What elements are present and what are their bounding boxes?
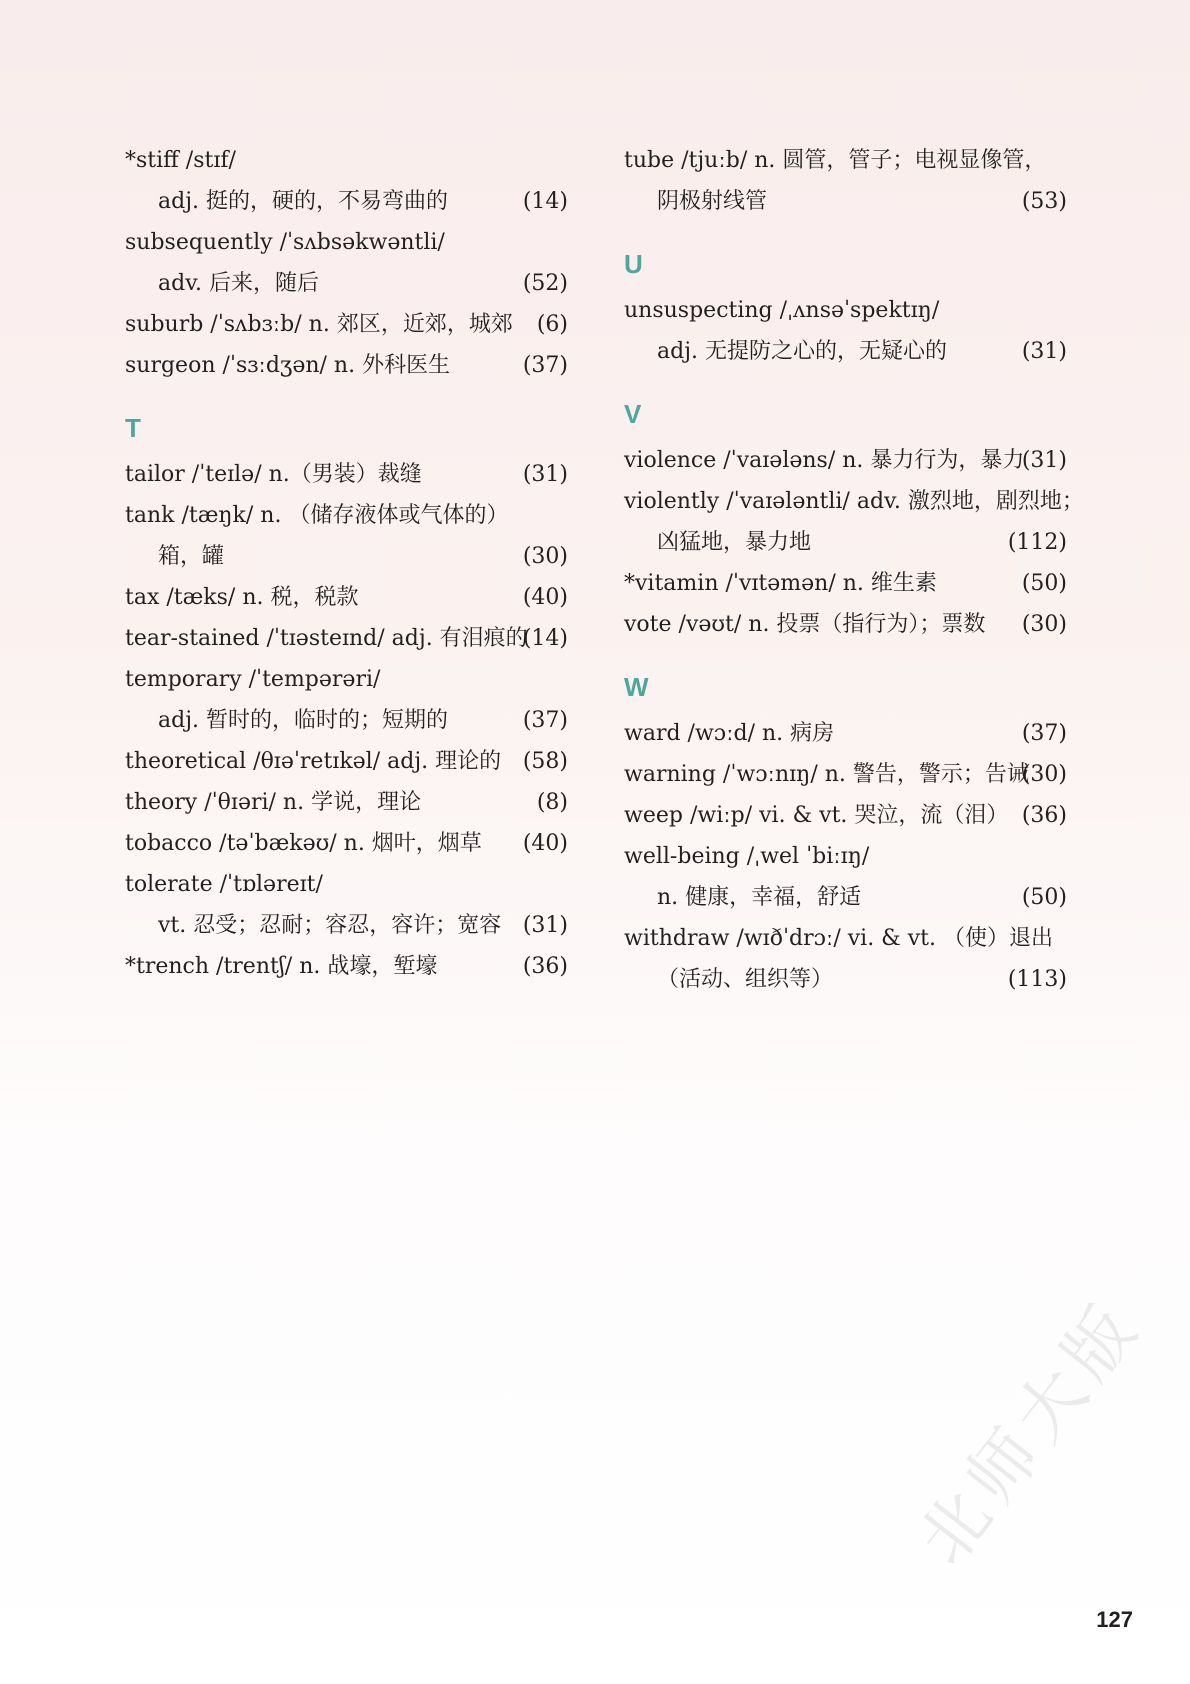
glossary-entry-line bbox=[125, 946, 568, 987]
glossary-entry-line bbox=[624, 604, 1067, 645]
entry-page-ref: (52) bbox=[522, 271, 568, 296]
entry-text: withdraw /wɪðˈdrɔː/ vi. & vt. （使）退出 bbox=[624, 926, 1054, 951]
entry-page-ref: (40) bbox=[522, 831, 568, 856]
glossary-entry-line bbox=[624, 713, 1067, 754]
entry-page-ref: (8) bbox=[536, 790, 568, 815]
entry-text: *vitamin /ˈvɪtəmən/ n. 维生素 bbox=[624, 571, 937, 596]
glossary-entry-line bbox=[624, 481, 1084, 522]
entry-text: tube /tjuːb/ n. 圆管，管子；电视显像管， bbox=[624, 148, 1047, 173]
section-letter: U bbox=[624, 249, 643, 279]
glossary-entry-line bbox=[125, 263, 568, 304]
entry-text: theory /ˈθɪəri/ n. 学说，理论 bbox=[125, 790, 422, 815]
glossary-entry-line bbox=[125, 181, 568, 222]
entry-text: vt. 忍受；忍耐；容忍，容许；宽容 bbox=[158, 913, 502, 938]
glossary-entry-line bbox=[125, 454, 568, 495]
publisher-watermark: 北师大版 bbox=[903, 1284, 1158, 1580]
glossary-entry-line bbox=[624, 440, 1067, 481]
entry-text: vote /vəʊt/ n. 投票（指行为）；票数 bbox=[624, 612, 986, 637]
entry-text: 凶猛地，暴力地 bbox=[657, 530, 812, 555]
entry-page-ref: (37) bbox=[522, 353, 568, 378]
glossary-entry-line bbox=[624, 959, 1067, 1000]
entry-text: 箱，罐 bbox=[158, 544, 225, 569]
entry-text: warning /ˈwɔːnɪŋ/ n. 警告，警示；告诫 bbox=[624, 762, 1029, 787]
entry-page-ref: (37) bbox=[522, 708, 568, 733]
glossary-entry-line bbox=[125, 741, 568, 782]
entry-text: 阴极射线管 bbox=[657, 189, 768, 214]
entry-text: tolerate /ˈtɒləreɪt/ bbox=[125, 872, 323, 897]
glossary-entry-line bbox=[125, 618, 568, 659]
glossary-entry-line bbox=[125, 864, 568, 905]
entry-text: well-being /ˌwel ˈbiːɪŋ/ bbox=[624, 844, 870, 869]
entry-text: n. 健康，幸福，舒适 bbox=[657, 885, 862, 910]
entry-text: unsuspecting /ˌʌnsəˈspektɪŋ/ bbox=[624, 298, 940, 323]
glossary-entry-line bbox=[624, 331, 1067, 372]
entry-text: tank /tæŋk/ n. （储存液体或气体的） bbox=[125, 503, 509, 528]
glossary-entry-line bbox=[624, 877, 1067, 918]
section-letter: V bbox=[624, 399, 642, 429]
glossary-entry-line bbox=[125, 823, 568, 864]
glossary-column-left bbox=[125, 140, 568, 987]
glossary-entry-line bbox=[624, 795, 1067, 836]
glossary-entry-line bbox=[125, 345, 568, 386]
glossary-entry-line bbox=[125, 782, 568, 823]
entry-page-ref: (31) bbox=[522, 913, 568, 938]
entry-page-ref: (36) bbox=[1021, 803, 1067, 828]
glossary-entry-line bbox=[125, 905, 568, 946]
entry-text: tear-stained /ˈtɪəsteɪnd/ adj. 有泪痕的 bbox=[125, 626, 528, 651]
entry-page-ref: (30) bbox=[1021, 762, 1067, 787]
entry-text: temporary /ˈtempərəri/ bbox=[125, 667, 381, 692]
entry-text: adv. 后来，随后 bbox=[158, 271, 320, 296]
entry-text: suburb /ˈsʌbɜːb/ n. 郊区，近郊，城郊 bbox=[125, 312, 513, 337]
glossary-entry-line bbox=[125, 222, 568, 263]
entry-text: subsequently /ˈsʌbsəkwəntli/ bbox=[125, 230, 445, 255]
glossary-entry-line bbox=[624, 181, 1067, 222]
page-number: 127 bbox=[1096, 1607, 1133, 1632]
glossary-entry-line bbox=[125, 577, 568, 618]
glossary-entry-line bbox=[125, 140, 568, 181]
glossary-entry-line bbox=[624, 140, 1067, 181]
glossary-entry-line bbox=[125, 495, 568, 536]
entry-page-ref: (37) bbox=[1021, 721, 1067, 746]
entry-page-ref: (40) bbox=[522, 585, 568, 610]
entry-text: *stiff /stɪf/ bbox=[125, 148, 236, 173]
entry-text: violence /ˈvaɪələns/ n. 暴力行为，暴力 bbox=[624, 448, 1025, 473]
entry-page-ref: (30) bbox=[522, 544, 568, 569]
entry-page-ref: (14) bbox=[522, 189, 568, 214]
entry-text: （活动、组织等） bbox=[657, 967, 834, 992]
entry-text: adj. 暂时的，临时的；短期的 bbox=[158, 708, 449, 733]
section-letter: T bbox=[125, 413, 141, 443]
section-letter: W bbox=[624, 672, 649, 702]
entry-page-ref: (31) bbox=[1021, 448, 1067, 473]
entry-text: tobacco /təˈbækəʊ/ n. 烟叶，烟草 bbox=[125, 831, 482, 856]
entry-text: weep /wiːp/ vi. & vt. 哭泣，流（泪） bbox=[624, 803, 1009, 828]
entry-text: adj. 挺的，硬的，不易弯曲的 bbox=[158, 189, 449, 214]
glossary-entry-line bbox=[125, 304, 568, 345]
entry-page-ref: (113) bbox=[1007, 967, 1067, 992]
entry-page-ref: (14) bbox=[522, 626, 568, 651]
glossary-entry-line bbox=[624, 290, 1067, 331]
entry-text: tailor /ˈteɪlə/ n.（男装）裁缝 bbox=[125, 462, 422, 487]
entry-text: ward /wɔːd/ n. 病房 bbox=[624, 721, 835, 746]
glossary-entry-line bbox=[125, 659, 568, 700]
entry-text: adj. 无提防之心的，无疑心的 bbox=[657, 339, 948, 364]
entry-page-ref: (112) bbox=[1007, 530, 1067, 555]
entry-page-ref: (36) bbox=[522, 954, 568, 979]
glossary-entry-line bbox=[624, 918, 1067, 959]
entry-page-ref: (6) bbox=[536, 312, 568, 337]
entry-text: surgeon /ˈsɜːdʒən/ n. 外科医生 bbox=[125, 353, 451, 378]
entry-page-ref: (31) bbox=[522, 462, 568, 487]
glossary-entry-line bbox=[624, 563, 1067, 604]
entry-page-ref: (31) bbox=[1021, 339, 1067, 364]
glossary-entry-line bbox=[125, 700, 568, 741]
entry-text: *trench /trentʃ/ n. 战壕，堑壕 bbox=[125, 954, 438, 979]
entry-page-ref: (50) bbox=[1021, 885, 1067, 910]
entry-text: violently /ˈvaɪələntli/ adv. 激烈地，剧烈地； bbox=[624, 489, 1084, 514]
glossary-column-right bbox=[624, 140, 1084, 1000]
entry-page-ref: (50) bbox=[1021, 571, 1067, 596]
entry-page-ref: (58) bbox=[522, 749, 568, 774]
glossary-entry-line bbox=[624, 836, 1067, 877]
entry-page-ref: (53) bbox=[1021, 189, 1067, 214]
entry-page-ref: (30) bbox=[1021, 612, 1067, 637]
entry-text: theoretical /θɪəˈretɪkəl/ adj. 理论的 bbox=[125, 749, 502, 774]
entry-text: tax /tæks/ n. 税，税款 bbox=[125, 585, 359, 610]
glossary-entry-line bbox=[624, 754, 1067, 795]
glossary-entry-line bbox=[125, 536, 568, 577]
glossary-entry-line bbox=[624, 522, 1067, 563]
